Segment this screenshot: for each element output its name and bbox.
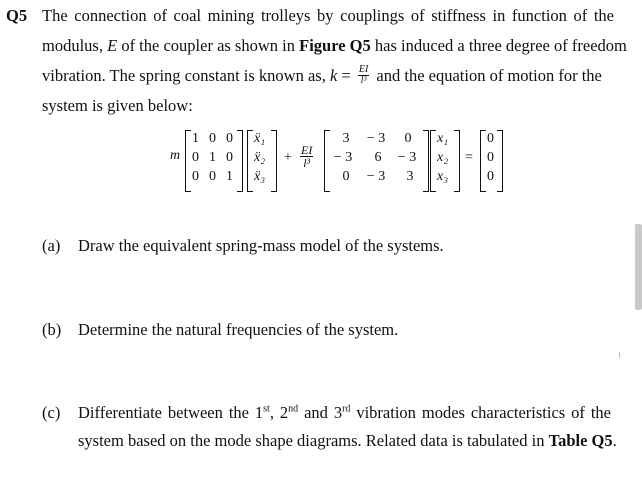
intro-line-2-mid: of the coupler as shown in xyxy=(117,36,300,55)
plus-sign: + xyxy=(284,150,292,165)
mass-cell: 0 xyxy=(209,169,216,184)
figure-reference: Figure Q5 xyxy=(299,36,371,55)
modulus-symbol: E xyxy=(107,36,118,55)
part-c-line-2 xyxy=(78,431,617,451)
accel-cell: ẍ₃ xyxy=(254,169,266,184)
coef-denominator: l³ xyxy=(303,156,311,170)
intro-line-2 xyxy=(42,36,627,56)
intro-line-1 xyxy=(42,6,614,26)
equation-of-motion xyxy=(150,124,550,196)
part-c-b: and 3 xyxy=(298,403,343,422)
part-a-text: Draw the equivalent spring-mass model of the systems. xyxy=(78,236,444,255)
k-denominator: l³ xyxy=(360,74,367,86)
stiffness-cell: 0 xyxy=(404,131,412,146)
accel-cell: ẍ₁ xyxy=(254,131,266,146)
mass-cell: 0 xyxy=(192,150,199,165)
stiffness-cell: − 3 xyxy=(366,169,386,184)
intro-line-3 xyxy=(42,63,602,88)
stiffness-coefficient xyxy=(300,144,313,169)
intro-line-3-pre: vibration. The spring constant is known as, xyxy=(42,66,330,85)
spring-constant-symbol: k xyxy=(329,66,338,85)
stiffness-cell: 3 xyxy=(406,169,414,184)
accel-vector-left-bracket xyxy=(247,130,253,192)
question-number: Q5 xyxy=(6,6,28,25)
sup-st: st xyxy=(263,403,270,415)
k-fraction xyxy=(358,65,369,86)
stiffness-matrix-right-bracket xyxy=(423,130,429,192)
rhs-cell: 0 xyxy=(487,131,494,146)
intro-line-3-post: and the equation of motion for the xyxy=(372,66,602,85)
part-c-line-1-text xyxy=(78,403,611,423)
disp-cell: x₁ xyxy=(437,131,449,146)
intro-line-2-post: has induced a three degree of freedom xyxy=(370,36,627,55)
part-b-label: (b) xyxy=(42,320,62,339)
k-equals: = xyxy=(341,66,351,85)
cursor-mark xyxy=(619,352,620,358)
part-c-a: , 2 xyxy=(269,403,289,422)
stiffness-cell: 6 xyxy=(374,150,382,165)
mass-cell: 0 xyxy=(209,131,216,146)
mass-cell: 0 xyxy=(226,131,233,146)
mass-cell: 0 xyxy=(192,169,199,184)
part-c-line-1 xyxy=(78,403,611,423)
part-c-label: (c) xyxy=(42,403,61,422)
sup-rd: rd xyxy=(342,403,351,415)
part-c-line-2-pre: system based on the mode shape diagrams. Related data is tabulated in xyxy=(78,431,549,450)
disp-cell: x₃ xyxy=(437,169,449,184)
mass-cell: 1 xyxy=(192,131,199,146)
part-a-label: (a) xyxy=(42,236,61,255)
disp-cell: x₂ xyxy=(437,150,449,165)
rhs-cell: 0 xyxy=(487,169,494,184)
stiffness-cell: 0 xyxy=(342,169,350,184)
mass-cell: 1 xyxy=(209,150,216,165)
rhs-vector-left-bracket xyxy=(480,130,486,192)
mass-cell: 1 xyxy=(226,169,233,184)
disp-vector-left-bracket xyxy=(430,130,436,192)
intro-line-1-text: The connection of coal mining trolleys by couplings of stiffness in function of the xyxy=(42,6,614,25)
mass-symbol: m xyxy=(170,148,181,163)
mass-cell: 0 xyxy=(226,150,233,165)
intro-line-2-pre: modulus, xyxy=(42,36,108,55)
equals-sign: = xyxy=(465,150,473,165)
part-c-line-2-post: . xyxy=(612,431,617,450)
part-c-pre: Differentiate between the 1 xyxy=(78,403,264,422)
part-b-text: Determine the natural frequencies of the system. xyxy=(78,320,399,339)
part-c-post: vibration modes characteristics of the xyxy=(350,403,611,422)
mass-matrix-right-bracket xyxy=(237,130,243,192)
mass-matrix-left-bracket xyxy=(185,130,191,192)
k-numerator: EI xyxy=(358,63,369,75)
rhs-vector-right-bracket xyxy=(497,130,503,192)
disp-vector-right-bracket xyxy=(454,130,460,192)
stiffness-cell: − 3 xyxy=(333,150,353,165)
accel-cell: ẍ₂ xyxy=(254,150,266,165)
coef-numerator: EI xyxy=(301,143,313,157)
intro-line-2-text xyxy=(42,36,627,56)
accel-vector-right-bracket xyxy=(271,130,277,192)
stiffness-cell: 3 xyxy=(342,131,350,146)
sup-nd: nd xyxy=(288,403,299,415)
table-reference: Table Q5 xyxy=(548,431,613,450)
rhs-cell: 0 xyxy=(487,150,494,165)
intro-line-4: system is given below: xyxy=(42,96,193,115)
stiffness-cell: − 3 xyxy=(397,150,417,165)
stiffness-cell: − 3 xyxy=(366,131,386,146)
scrollbar-thumb[interactable] xyxy=(635,224,642,310)
